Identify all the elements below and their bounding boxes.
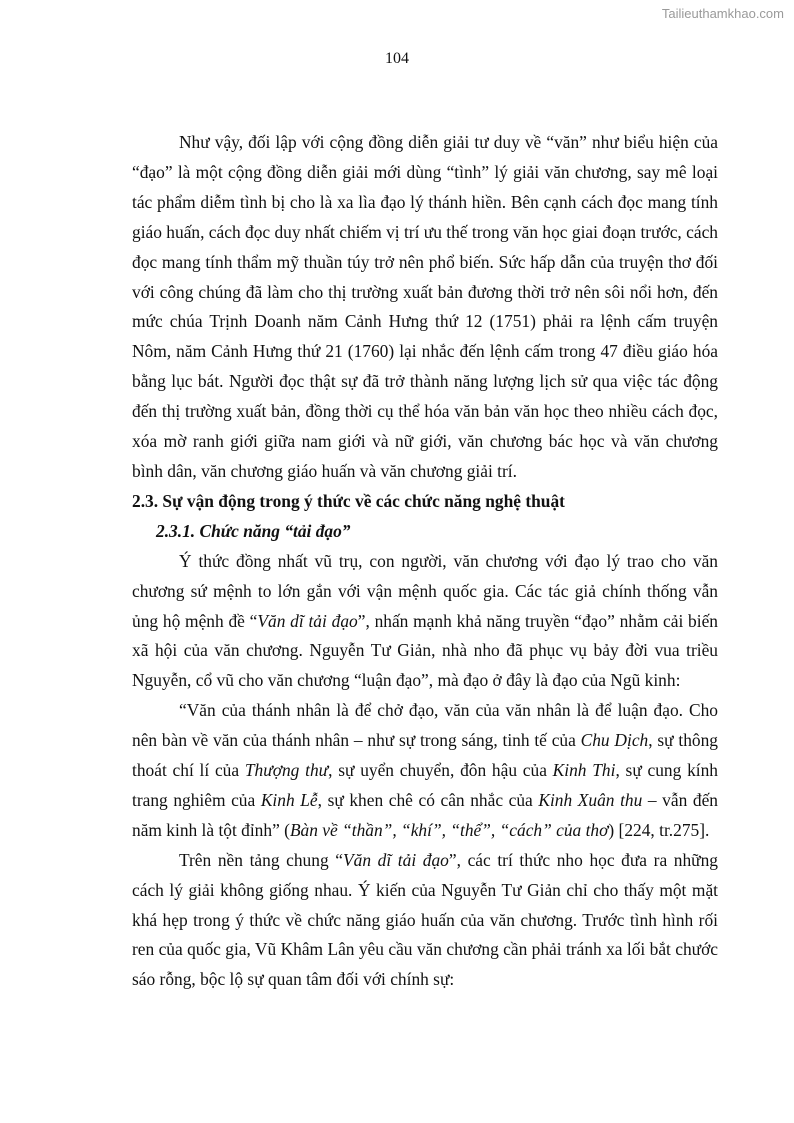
italic-title: Kinh Lễ	[260, 789, 318, 810]
italic-title: Kinh Xuân thu	[538, 789, 643, 810]
page-number: 104	[385, 50, 409, 67]
subsection-heading-2-3-1: 2.3.1. Chức năng “tải đạo”	[156, 520, 351, 541]
italic-title: Kinh Thi	[552, 760, 616, 781]
italic-title: Thượng thư	[244, 760, 329, 781]
document-body	[132, 128, 718, 995]
watermark-text: Tailieuthamkhao.com	[661, 6, 784, 21]
section-heading-2-3: 2.3. Sự vận động trong ý thức về các chức năng nghệ thuật	[132, 490, 565, 511]
paragraph-2: Ý thức đồng nhất vũ trụ, con người, văn chương với đạo lý trao cho văn chương sứ mệnh to lớn gắn với vận mệnh quốc gia. Các tác giả chính thống vẫn ủng hộ mệnh đề “Văn dĩ tải đạo”, nhấn mạnh khả năng truyền “đạo” nhằm cải biến xã hội của văn chương. Nguyễn Tư Giản, nhà nho đã phục vụ bảy đời vua triều Nguyễn, cổ vũ cho văn chương “luận đạo”, mà đạo ở đây là đạo của Ngũ kinh:	[132, 550, 719, 691]
block-quote: “Văn của thánh nhân là để chở đạo, văn của văn nhân là để luận đạo. Cho nên bàn về văn của thánh nhân – như sự trong sáng, tinh tế của Chu Dịch, sự thông thoát chí lí của Thượng thư, sự uyển chuyển, đôn hậu của Kinh Thi, sự cung kính trang nghiêm của Kinh Lễ, sự khen chê có cân nhắc của Kinh Xuân thu – vẫn đến năm kinh là tột đỉnh” (Bàn về “thần”, “khí”, “thể”, “cách” của thơ) [224, tr.275].	[132, 700, 718, 840]
italic-term: Văn dĩ tải đạo	[343, 849, 449, 870]
italic-source-title: Bàn về “thần”, “khí”, “thể”, “cách” của thơ	[289, 819, 609, 840]
italic-title: Chu Dịch	[580, 730, 649, 751]
italic-term: Văn dĩ tải đạo	[257, 610, 358, 631]
paragraph-3: Trên nền tảng chung “Văn dĩ tải đạo”, các trí thức nho học đưa ra những cách lý giải không giống nhau. Ý kiến của Nguyễn Tư Giản chỉ cho thấy một mặt khá hẹp trong ý thức về chức năng giáo huấn của văn chương. Trước tình hình rối ren của quốc gia, Vũ Khâm Lân yêu cầu văn chương cần phải tránh xa lối bắt chước sáo rỗng, bộc lộ sự quan tâm đối với chính sự:	[132, 849, 718, 990]
paragraph-1: Như vậy, đối lập với cộng đồng diễn giải tư duy về “văn” như biểu hiện của “đạo” là một cộng đồng diễn giải mới dùng “tình” lý giải văn chương, say mê loại tác phẩm diễm tình bị cho là xa lìa đạo lý thánh hiền. Bên cạnh cách đọc mang tính giáo huấn, cách đọc duy nhất chiếm vị trí ưu thế trong văn học giai đoạn trước, cách đọc mang tính thẩm mỹ thuần túy trở nên phổ biến. Sức hấp dẫn của truyện thơ đối với công chúng đã làm cho thị trường xuất bản đương thời trở nên sôi nổi hơn, đến mức chúa Trịnh Doanh năm Cảnh Hưng thứ 12 (1751) phải ra lệnh cấm truyện Nôm, năm Cảnh Hưng thứ 21 (1760) lại nhắc đến lệnh cấm trong 47 điều giáo hóa bằng lục bát. Người đọc thật sự đã trở thành năng lượng lịch sử qua việc tác động đến thị trường xuất bản, đồng thời cụ thể hóa văn bản văn học theo nhiều cách đọc, xóa mờ ranh giới giữa nam giới và nữ giới, văn chương bác học và văn chương bình dân, văn chương giáo huấn và văn chương giải trí.	[132, 132, 718, 481]
